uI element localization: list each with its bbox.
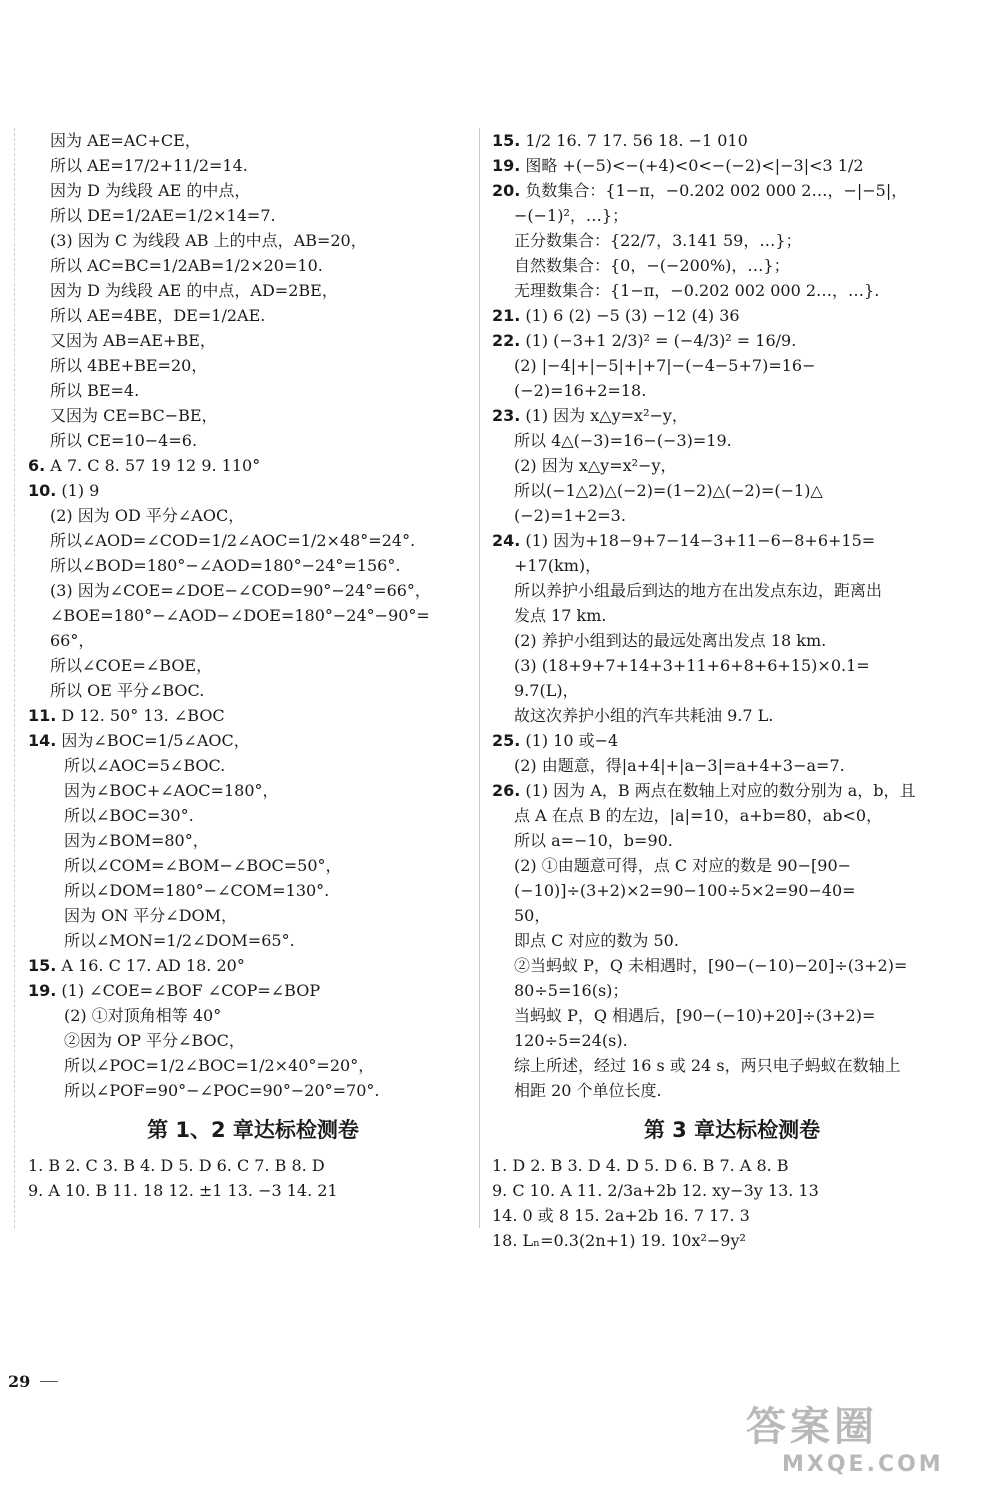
margin-dashed-line [14, 128, 15, 1228]
answer-line [492, 1028, 972, 1053]
answer-text: 所以∠POF=90°−∠POC=90°−20°=70°. [64, 1081, 380, 1100]
column-divider [479, 128, 480, 1228]
answer-line [28, 128, 478, 153]
answer-text: 因为∠BOC+∠AOC=180°， [64, 781, 279, 800]
answer-text: (1) 因为+18−9+7−14−3+11−6−8+6+15= [520, 531, 876, 550]
answer-line [492, 928, 972, 953]
answer-text: 当蚂蚁 P，Q 相遇后，[90−(−10)+20]÷(3+2)= [514, 1006, 876, 1025]
answer-text: 自然数集合：{0，−(−200%)，…}； [514, 256, 790, 275]
answer-line [492, 503, 972, 528]
answer-line [492, 978, 972, 1003]
answer-line [28, 403, 478, 428]
question-number: 23. [492, 406, 521, 425]
answer-line [492, 1003, 972, 1028]
answer-line [28, 728, 478, 753]
answer-text: (1) 因为 A，B 两点在数轴上对应的数分别为 a，b，且 [520, 781, 916, 800]
answer-line [28, 778, 478, 803]
answer-line [28, 228, 478, 253]
answer-line [492, 528, 972, 553]
answer-line [28, 953, 478, 978]
answer-line [28, 678, 478, 703]
answer-line [28, 1078, 478, 1103]
answer-text: 无理数集合：{1−π，−0.202 002 000 2…，…}. [514, 281, 880, 300]
answer-line [28, 828, 478, 853]
answer-text: 所以 AE=4BE，DE=1/2AE. [50, 306, 266, 325]
answer-text: 负数集合：{1−π，−0.202 002 000 2…，−|−5|， [520, 181, 908, 200]
answer-line [28, 503, 478, 528]
answer-text: 故这次养护小组的汽车共耗油 9.7 L. [514, 706, 774, 725]
answer-line [492, 178, 972, 203]
answer-text: 因为∠BOC=1/5∠AOC， [56, 731, 250, 750]
section-answer-line: 1. B 2. C 3. B 4. D 5. D 6. C 7. B 8. D [28, 1156, 325, 1175]
answer-text: +17(km)， [514, 556, 602, 575]
answer-text: (2) 因为 x△y=x²−y， [514, 456, 677, 475]
answer-text: 所以∠AOC=5∠BOC. [64, 756, 226, 775]
answer-text: 9.7(L)， [514, 681, 579, 700]
answer-text: (2) |−4|+|−5|+|+7|−(−4−5+7)=16− [514, 356, 816, 375]
answer-text: ∠BOE=180°−∠AOD−∠DOE=180°−24°−90°= [50, 606, 430, 625]
answer-text: 所以 AE=17/2+11/2=14. [50, 156, 248, 175]
answer-text: (−2)=1+2=3. [514, 506, 626, 525]
answer-text: 即点 C 对应的数为 50. [514, 931, 679, 950]
answer-text: D 12. 50° 13. ∠BOC [56, 706, 225, 725]
question-number: 20. [492, 181, 521, 200]
answer-line [492, 628, 972, 653]
answer-line [492, 403, 972, 428]
answer-text: 所以∠AOD=∠COD=1/2∠AOC=1/2×48°=24°. [50, 531, 416, 550]
answer-text: 所以 4△(−3)=16−(−3)=19. [514, 431, 732, 450]
answer-text: 所以 AC=BC=1/2AB=1/2×20=10. [50, 256, 323, 275]
answer-line [492, 703, 972, 728]
answer-line [28, 528, 478, 553]
question-number: 15. [492, 131, 521, 150]
section-answer-line: 14. 0 或 8 15. 2a+2b 16. 7 17. 3 [492, 1206, 750, 1225]
answer-text: 发点 17 km. [514, 606, 607, 625]
answer-text: 相距 20 个单位长度. [514, 1081, 662, 1100]
answer-line [28, 753, 478, 778]
left-answer-lines [28, 128, 478, 1103]
answer-text: (3) (18+9+7+14+3+11+6+8+6+15)×0.1= [514, 656, 870, 675]
question-number: 19. [492, 156, 521, 175]
answer-text: 所以∠COE=∠BOE， [50, 656, 213, 675]
answer-text: (1) 9 [56, 481, 100, 500]
answer-text: 66°， [50, 631, 95, 650]
answer-text: (1) 10 或−4 [520, 731, 619, 750]
answer-text: 1/2 16. 7 17. 56 18. −1 010 [520, 131, 748, 150]
answer-text: (2) ①对顶角相等 40° [64, 1006, 222, 1025]
answer-line [492, 853, 972, 878]
answer-line [492, 378, 972, 403]
right-column [492, 128, 972, 1253]
answer-text: 又因为 CE=BC−BE， [50, 406, 218, 425]
answer-text: 所以∠BOC=30°. [64, 806, 194, 825]
answer-line [28, 353, 478, 378]
answer-text: 所以 BE=4. [50, 381, 140, 400]
answer-line [492, 678, 972, 703]
answer-line [492, 128, 972, 153]
answer-line [28, 253, 478, 278]
answer-text: 所以(−1△2)△(−2)=(1−2)△(−2)=(−1)△ [514, 481, 823, 500]
left-column [28, 128, 478, 1203]
section-answer-line: 9. A 10. B 11. 18 12. ±1 13. −3 14. 21 [28, 1181, 338, 1200]
answer-line [492, 778, 972, 803]
answer-text: (2) 由题意，得|a+4|+|a−3|=a+4+3−a=7. [514, 756, 845, 775]
answer-line [492, 153, 972, 178]
answer-line [492, 553, 972, 578]
answer-line [28, 803, 478, 828]
answer-line [492, 728, 972, 753]
answer-line [492, 278, 972, 303]
answer-text: 所以 CE=10−4=6. [50, 431, 198, 450]
answer-text: (−10)]÷(3+2)×2=90−100÷5×2=90−40= [514, 881, 856, 900]
answer-text: 50， [514, 906, 551, 925]
answer-line [28, 303, 478, 328]
page-number-rule [40, 1381, 58, 1382]
answer-line [28, 153, 478, 178]
answer-text: 所以∠COM=∠BOM−∠BOC=50°， [64, 856, 342, 875]
answer-line [28, 1053, 478, 1078]
question-number: 6. [28, 456, 46, 475]
watermark-url: MXQE.COM [782, 1452, 944, 1477]
section-answer-line: 1. D 2. B 3. D 4. D 5. D 6. B 7. A 8. B [492, 1156, 789, 1175]
answer-line [492, 953, 972, 978]
answer-text: (2) ①由题意可得，点 C 对应的数是 90−[90− [514, 856, 852, 875]
answer-line [28, 278, 478, 303]
answer-line [492, 903, 972, 928]
answer-text: 因为 ON 平分∠DOM， [64, 906, 238, 925]
answer-line [492, 353, 972, 378]
answer-text: (2) 养护小组到达的最远处离出发点 18 km. [514, 631, 827, 650]
answer-line [28, 553, 478, 578]
answer-text: A 7. C 8. 57 19 12 9. 110° [45, 456, 261, 475]
answer-text: 所以 a=−10，b=90. [514, 831, 673, 850]
answer-line [28, 453, 478, 478]
question-number: 11. [28, 706, 57, 725]
question-number: 25. [492, 731, 521, 750]
watermark-logo [746, 1404, 986, 1488]
answer-line [28, 378, 478, 403]
answer-line [492, 303, 972, 328]
answer-line [492, 453, 972, 478]
question-number: 15. [28, 956, 57, 975]
answer-text: 所以 4BE+BE=20， [50, 356, 208, 375]
answer-text: 点 A 在点 B 的左边，|a|=10，a+b=80，ab<0， [514, 806, 883, 825]
answer-line [28, 853, 478, 878]
answer-text: 又因为 AB=AE+BE， [50, 331, 216, 350]
answer-text: ②当蚂蚁 P，Q 未相遇时，[90−(−10)−20]÷(3+2)= [514, 956, 908, 975]
answer-text: 所以∠MON=1/2∠DOM=65°. [64, 931, 295, 950]
question-number: 22. [492, 331, 521, 350]
question-number: 21. [492, 306, 521, 325]
answer-line [492, 603, 972, 628]
answer-text: (3) 因为 C 为线段 AB 上的中点，AB=20， [50, 231, 367, 250]
answer-text: 所以∠DOM=180°−∠COM=130°. [64, 881, 330, 900]
question-number: 14. [28, 731, 57, 750]
answer-line [492, 203, 972, 228]
answer-line [28, 703, 478, 728]
question-number: 26. [492, 781, 521, 800]
answer-text: A 16. C 17. AD 18. 20° [56, 956, 245, 975]
answer-line [492, 1053, 972, 1078]
question-number: 10. [28, 481, 57, 500]
answer-line [28, 1028, 478, 1053]
answer-line [492, 228, 972, 253]
answer-text: (2) 因为 OD 平分∠AOC， [50, 506, 245, 525]
answer-line [492, 478, 972, 503]
answer-line [492, 803, 972, 828]
answer-text: 图略 +(−5)<−(+4)<0<−(−2)<|−3|<3 1/2 [520, 156, 864, 175]
answer-text: 综上所述，经过 16 s 或 24 s，两只电子蚂蚁在数轴上 [514, 1056, 901, 1075]
answer-text: −(−1)²，…}； [514, 206, 629, 225]
answer-line [28, 928, 478, 953]
answer-line [28, 653, 478, 678]
answer-line [492, 578, 972, 603]
answer-line [492, 328, 972, 353]
answer-line [492, 428, 972, 453]
right-section-title: 第 3 章达标检测卷 [643, 1118, 821, 1142]
answer-line [28, 478, 478, 503]
answer-text: 因为 D 为线段 AE 的中点，AD=2BE， [50, 281, 338, 300]
answer-line [492, 753, 972, 778]
answer-line [28, 978, 478, 1003]
answer-text: 80÷5=16(s)； [514, 981, 629, 1000]
answer-text: 所以∠POC=1/2∠BOC=1/2×40°=20°， [64, 1056, 375, 1075]
right-section-answers [492, 1153, 972, 1253]
answer-text: (1) (−3+1 2/3)² = (−4/3)² = 16/9. [520, 331, 797, 350]
answer-line [28, 203, 478, 228]
answer-line [492, 1078, 972, 1103]
answer-text: 正分数集合：{22/7，3.141 59，…}； [514, 231, 802, 250]
answer-text: (1) 因为 x△y=x²−y， [520, 406, 688, 425]
answer-line [492, 653, 972, 678]
watermark-title: 答案圈 [746, 1404, 878, 1450]
left-section-answers [28, 1153, 478, 1203]
answer-line [28, 178, 478, 203]
answer-text: (1) ∠COE=∠BOF ∠COP=∠BOP [56, 981, 321, 1000]
section-answer-line: 9. C 10. A 11. 2/3a+2b 12. xy−3y 13. 13 [492, 1181, 819, 1200]
answer-text: 因为 D 为线段 AE 的中点， [50, 181, 251, 200]
answer-line [28, 1003, 478, 1028]
answer-text: 所以 DE=1/2AE=1/2×14=7. [50, 206, 276, 225]
page-number: 29 [8, 1372, 31, 1391]
answer-text: 所以 OE 平分∠BOC. [50, 681, 205, 700]
answer-line [28, 878, 478, 903]
answer-text: (−2)=16+2=18. [514, 381, 647, 400]
left-section-title: 第 1、2 章达标检测卷 [147, 1118, 359, 1142]
answer-line [492, 878, 972, 903]
answer-line [28, 328, 478, 353]
answer-line [28, 578, 478, 603]
answer-text: 所以∠BOD=180°−∠AOD=180°−24°=156°. [50, 556, 401, 575]
answer-text: 所以养护小组最后到达的地方在出发点东边，距离出 [514, 581, 883, 600]
answer-line [492, 828, 972, 853]
answer-text: 120÷5=24(s). [514, 1031, 628, 1050]
question-number: 19. [28, 981, 57, 1000]
answer-text: 因为∠BOM=80°， [64, 831, 209, 850]
answer-line [28, 903, 478, 928]
section-answer-line: 18. Lₙ=0.3(2n+1) 19. 10x²−9y² [492, 1231, 746, 1250]
answer-line [28, 628, 478, 653]
right-answer-lines [492, 128, 972, 1103]
answer-line [28, 603, 478, 628]
answer-text: 因为 AE=AC+CE， [50, 131, 201, 150]
answer-text: (3) 因为∠COE=∠DOE−∠COD=90°−24°=66°， [50, 581, 431, 600]
answer-text: ②因为 OP 平分∠BOC， [64, 1031, 245, 1050]
answer-text: (1) 6 (2) −5 (3) −12 (4) 36 [520, 306, 740, 325]
answer-line [28, 428, 478, 453]
answer-line [492, 253, 972, 278]
question-number: 24. [492, 531, 521, 550]
